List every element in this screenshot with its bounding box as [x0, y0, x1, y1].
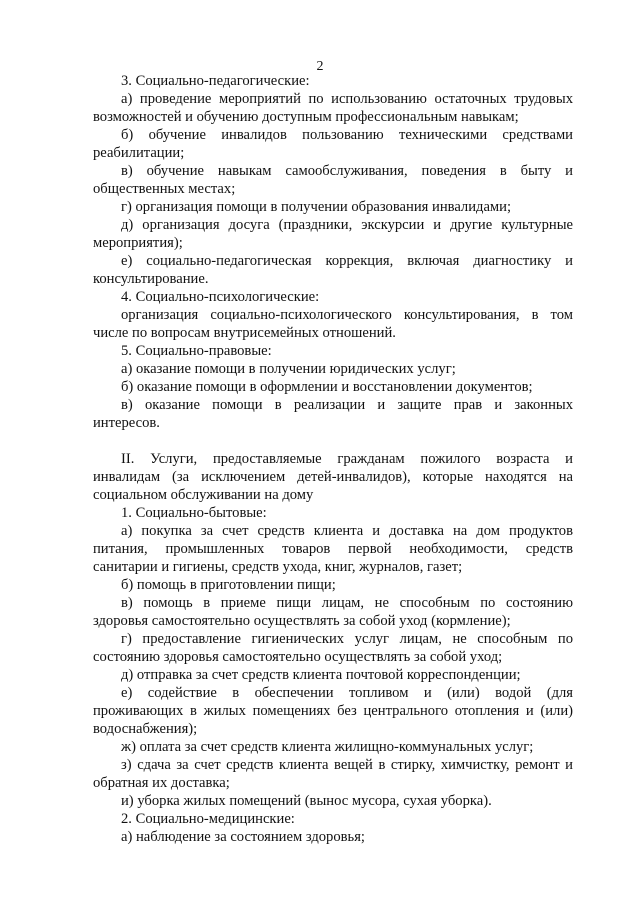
text-line: реабилитации; — [93, 145, 185, 161]
text-line: 2. Социально-медицинские: — [121, 811, 295, 827]
text-line: б) оказание помощи в оформлении и восстановлении документов; — [121, 379, 533, 395]
text-line: а) проведение мероприятий по использованию остаточных трудовых — [121, 91, 573, 107]
text-line: консультирование. — [93, 271, 209, 287]
text-line: д) организация досуга (праздники, экскурсии и другие культурные — [121, 217, 573, 233]
text-line: организация социально-психологического консультирования, в том — [121, 307, 573, 323]
text-line: е) содействие в обеспечении топливом и (или) водой (для — [121, 685, 573, 701]
text-line: и) уборка жилых помещений (вынос мусора, сухая уборка). — [121, 793, 492, 809]
blank-line — [93, 432, 573, 450]
text-line: водоснабжения); — [93, 721, 198, 737]
text-line: санитарии и гигиены, средств ухода, книг, журналов, газет; — [93, 559, 463, 575]
text-line: проживающих в жилых помещениях без центрального отопления и (или) — [93, 703, 573, 719]
text-line: питания, промышленных товаров первой необходимости, средств — [93, 541, 573, 557]
text-line: 1. Социально-бытовые: — [121, 505, 267, 521]
text-line: в) оказание помощи в реализации и защите прав и законных — [121, 397, 573, 413]
text-line: 3. Социально-педагогические: — [121, 73, 310, 89]
text-line: е) социально-педагогическая коррекция, включая диагностику и — [121, 253, 573, 269]
text-line: состоянию здоровья самостоятельно осуществлять за собой уход; — [93, 649, 503, 665]
text-line: числе по вопросам внутрисемейных отношений. — [93, 325, 396, 341]
text-line: з) сдача за счет средств клиента вещей в стирку, химчистку, ремонт и — [121, 757, 573, 773]
text-line: г) предоставление гигиенических услуг лицам, не способным по — [121, 631, 573, 647]
text-line: возможностей и обучению доступным профессиональным навыкам; — [93, 109, 519, 125]
text-line: социальном обслуживании на дому — [93, 487, 314, 503]
text-line: ж) оплата за счет средств клиента жилищно-коммунальных услуг; — [121, 739, 534, 755]
text-line: а) наблюдение за состоянием здоровья; — [121, 829, 365, 845]
text-line: в) обучение навыкам самообслуживания, поведения в быту и — [121, 163, 573, 179]
text-line: д) отправка за счет средств клиента почтовой корреспонденции; — [121, 667, 521, 683]
text-line: мероприятия); — [93, 235, 183, 251]
text-line: инвалидам (за исключением детей-инвалидов), которые находятся на — [93, 469, 573, 485]
text-line: в) помощь в приеме пищи лицам, не способным по состоянию — [121, 595, 573, 611]
text-line: г) организация помощи в получении образования инвалидами; — [121, 199, 512, 215]
text-line: обратная их доставка; — [93, 775, 230, 791]
text-line: интересов. — [93, 415, 160, 431]
text-line: общественных местах; — [93, 181, 236, 197]
text-line: здоровья самостоятельно осуществлять за собой уход (кормление); — [93, 613, 511, 629]
document-body — [93, 72, 573, 846]
text-line: II. Услуги, предоставляемые гражданам пожилого возраста и — [121, 451, 573, 467]
text-line: 4. Социально-психологические: — [121, 289, 320, 305]
text-line: а) покупка за счет средств клиента и доставка на дом продуктов — [121, 523, 573, 539]
page-number: 2 — [316, 59, 324, 74]
text-line: а) оказание помощи в получении юридических услуг; — [121, 361, 456, 377]
text-line: 5. Социально-правовые: — [121, 343, 272, 359]
text-line: б) обучение инвалидов пользованию техническими средствами — [121, 127, 573, 143]
text-line: б) помощь в приготовлении пищи; — [121, 577, 336, 593]
